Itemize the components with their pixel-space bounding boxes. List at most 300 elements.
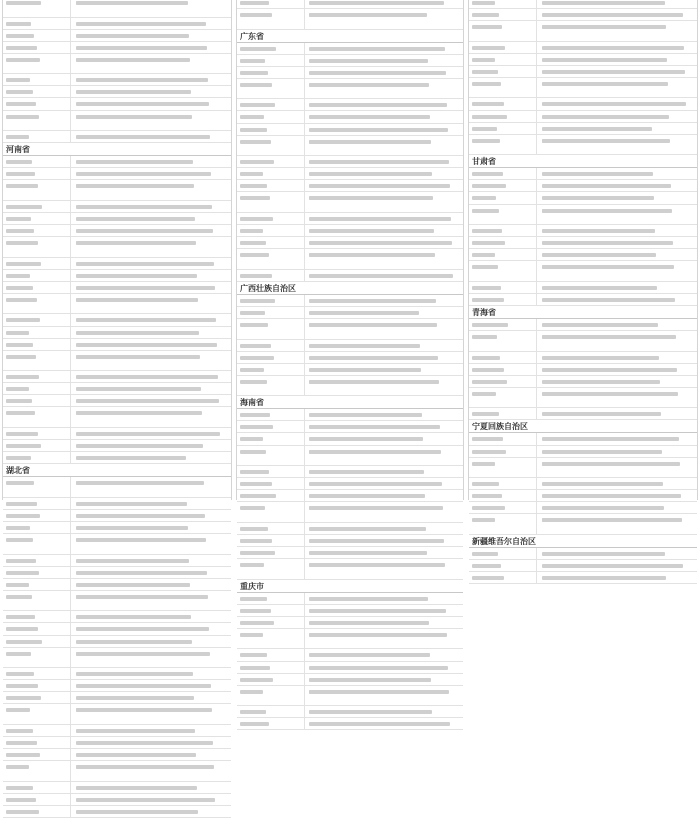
- name-cell: [237, 319, 305, 339]
- list-row: [469, 98, 697, 110]
- list-row: [237, 502, 463, 523]
- document-column-middle: [236, 0, 464, 591]
- section-header: [469, 535, 697, 548]
- name-text-placeholder: [6, 729, 33, 733]
- description-text-placeholder: [309, 494, 425, 498]
- name-cell: [3, 258, 71, 269]
- name-cell: [237, 718, 305, 729]
- name-cell: [237, 307, 305, 318]
- name-cell: [237, 295, 305, 306]
- list-row: [3, 761, 231, 782]
- name-cell: [237, 67, 305, 78]
- name-text-placeholder: [472, 564, 501, 568]
- list-row: [3, 282, 231, 294]
- name-text-placeholder: [240, 115, 264, 119]
- name-cell: [469, 502, 537, 513]
- description-text-placeholder: [76, 502, 187, 506]
- list-row: [237, 617, 463, 629]
- name-text-placeholder: [240, 437, 263, 441]
- name-cell: [469, 560, 537, 571]
- name-text-placeholder: [472, 482, 499, 486]
- name-text-placeholder: [6, 375, 39, 379]
- list-row: [3, 477, 231, 498]
- name-text-placeholder: [472, 1, 495, 5]
- name-text-placeholder: [6, 343, 33, 347]
- name-text-placeholder: [472, 392, 496, 396]
- description-text-placeholder: [542, 253, 656, 257]
- description-text-placeholder: [309, 539, 444, 543]
- description-text-placeholder: [309, 71, 446, 75]
- description-text-placeholder: [309, 425, 440, 429]
- list-row: [469, 433, 697, 445]
- description-text-placeholder: [76, 652, 114, 656]
- name-text-placeholder: [472, 298, 504, 302]
- name-cell: [237, 124, 305, 135]
- description-text-placeholder: [542, 127, 652, 131]
- description-text-placeholder: [309, 1, 444, 5]
- list-row: [3, 270, 231, 282]
- name-text-placeholder: [240, 690, 263, 694]
- description-text-placeholder: [542, 1, 665, 5]
- description-text-placeholder: [76, 160, 193, 164]
- name-text-placeholder: [472, 46, 505, 50]
- list-row: [469, 376, 697, 388]
- name-text-placeholder: [472, 265, 498, 269]
- name-text-placeholder: [472, 25, 502, 29]
- description-text-placeholder: [542, 356, 659, 360]
- description-text-placeholder: [309, 722, 450, 726]
- description-text-placeholder: [309, 47, 445, 51]
- description-text-placeholder: [76, 58, 102, 62]
- name-text-placeholder: [240, 539, 272, 543]
- name-cell: [469, 490, 537, 501]
- name-cell: [469, 548, 537, 559]
- name-text-placeholder: [6, 229, 34, 233]
- description-text-placeholder: [76, 298, 107, 302]
- list-row: [237, 421, 463, 433]
- description-text-placeholder: [542, 412, 661, 416]
- name-cell: [237, 168, 305, 179]
- list-row: [3, 213, 231, 225]
- name-text-placeholder: [6, 90, 33, 94]
- name-text-placeholder: [472, 196, 496, 200]
- description-text-placeholder: [309, 690, 351, 694]
- name-cell: [237, 502, 305, 522]
- list-row: [3, 98, 231, 110]
- name-cell: [3, 339, 71, 350]
- name-text-placeholder: [240, 217, 273, 221]
- name-cell: [3, 623, 71, 634]
- name-cell: [3, 567, 71, 578]
- name-cell: [3, 749, 71, 760]
- description-text-placeholder: [542, 58, 667, 62]
- list-row: [469, 66, 697, 78]
- description-text-placeholder: [76, 375, 218, 379]
- name-text-placeholder: [240, 311, 265, 315]
- name-text-placeholder: [6, 640, 42, 644]
- name-cell: [237, 79, 305, 99]
- list-row: [3, 30, 231, 42]
- name-text-placeholder: [240, 128, 267, 132]
- description-text-placeholder: [76, 765, 117, 769]
- description-text-placeholder: [76, 205, 212, 209]
- list-row: [3, 794, 231, 806]
- name-text-placeholder: [472, 506, 505, 510]
- name-text-placeholder: [472, 437, 503, 441]
- name-text-placeholder: [240, 184, 267, 188]
- name-cell: [469, 192, 537, 203]
- list-row: [237, 593, 463, 605]
- list-row: [469, 78, 697, 99]
- name-cell: [237, 547, 305, 558]
- list-row: [3, 452, 231, 464]
- list-row: [469, 42, 697, 54]
- list-row: [3, 339, 231, 351]
- section-header: [469, 420, 697, 433]
- name-cell: [469, 433, 537, 444]
- list-row: [237, 662, 463, 674]
- name-cell: [237, 99, 305, 110]
- description-text-placeholder: [542, 209, 578, 213]
- description-text-placeholder: [76, 102, 209, 106]
- name-text-placeholder: [240, 1, 269, 5]
- description-text-placeholder: [542, 115, 669, 119]
- description-text-placeholder: [76, 78, 208, 82]
- name-cell: [469, 123, 537, 134]
- list-row: [3, 782, 231, 794]
- description-text-placeholder: [309, 217, 451, 221]
- section-header: [469, 306, 697, 319]
- description-text-placeholder: [76, 583, 190, 587]
- list-row: [237, 0, 463, 9]
- list-row: [469, 180, 697, 192]
- name-cell: [3, 383, 71, 394]
- name-cell: [237, 674, 305, 685]
- name-cell: [3, 579, 71, 590]
- description-text-placeholder: [76, 343, 217, 347]
- name-cell: [469, 225, 537, 236]
- name-text-placeholder: [240, 47, 276, 51]
- description-text-placeholder: [542, 139, 577, 143]
- description-text-placeholder: [76, 217, 195, 221]
- description-text-placeholder: [76, 810, 198, 814]
- list-row: [469, 502, 697, 514]
- name-text-placeholder: [6, 615, 35, 619]
- list-row: [469, 388, 697, 409]
- description-text-placeholder: [76, 432, 220, 436]
- name-text-placeholder: [6, 262, 41, 266]
- list-row: [3, 111, 231, 132]
- description-text-placeholder: [542, 286, 657, 290]
- list-row: [237, 352, 463, 364]
- list-row: [3, 314, 231, 326]
- name-cell: [469, 408, 537, 419]
- name-cell: [3, 18, 71, 29]
- name-cell: [3, 611, 71, 622]
- name-cell: [237, 446, 305, 466]
- description-text-placeholder: [309, 172, 432, 176]
- name-text-placeholder: [472, 368, 504, 372]
- description-text-placeholder: [309, 506, 347, 510]
- description-text-placeholder: [542, 576, 666, 580]
- name-cell: [3, 111, 71, 131]
- description-text-placeholder: [76, 729, 195, 733]
- name-cell: [469, 376, 537, 387]
- name-text-placeholder: [240, 172, 263, 176]
- description-text-placeholder: [76, 538, 112, 542]
- name-text-placeholder: [240, 299, 275, 303]
- name-cell: [3, 270, 71, 281]
- name-cell: [469, 98, 537, 109]
- section-header: [237, 580, 463, 593]
- name-cell: [237, 213, 305, 224]
- list-row: [3, 225, 231, 237]
- name-text-placeholder: [240, 140, 271, 144]
- list-row: [469, 168, 697, 180]
- name-text-placeholder: [6, 318, 40, 322]
- list-row: [469, 9, 697, 21]
- description-text-placeholder: [76, 640, 192, 644]
- column-middle-rows: [237, 0, 463, 730]
- name-text-placeholder: [472, 102, 504, 106]
- name-cell: [469, 282, 537, 293]
- name-text-placeholder: [472, 494, 502, 498]
- description-text-placeholder: [542, 184, 671, 188]
- name-text-placeholder: [6, 387, 29, 391]
- name-text-placeholder: [6, 708, 30, 712]
- list-row: [469, 225, 697, 237]
- name-cell: [469, 111, 537, 122]
- name-cell: [3, 668, 71, 679]
- description-text-placeholder: [76, 318, 216, 322]
- description-text-placeholder: [76, 399, 219, 403]
- name-cell: [469, 205, 537, 225]
- list-row: [469, 514, 697, 535]
- name-cell: [469, 0, 537, 8]
- name-text-placeholder: [240, 229, 263, 233]
- name-text-placeholder: [6, 34, 34, 38]
- list-row: [469, 478, 697, 490]
- list-row: [237, 490, 463, 502]
- list-row: [469, 135, 697, 156]
- name-cell: [3, 806, 71, 817]
- name-text-placeholder: [6, 798, 36, 802]
- name-cell: [469, 135, 537, 155]
- name-text-placeholder: [6, 274, 30, 278]
- description-text-placeholder: [542, 518, 584, 522]
- description-text-placeholder: [542, 437, 679, 441]
- list-row: [469, 408, 697, 420]
- name-text-placeholder: [6, 22, 31, 26]
- name-text-placeholder: [240, 344, 271, 348]
- list-row: [237, 559, 463, 580]
- name-text-placeholder: [6, 46, 37, 50]
- list-row: [3, 522, 231, 534]
- name-cell: [237, 593, 305, 604]
- name-cell: [3, 371, 71, 382]
- description-text-placeholder: [309, 184, 450, 188]
- description-text-placeholder: [542, 229, 655, 233]
- name-text-placeholder: [6, 514, 40, 518]
- description-text-placeholder: [309, 678, 431, 682]
- list-row: [237, 111, 463, 123]
- section-title: 重庆市: [240, 581, 264, 591]
- name-cell: [469, 237, 537, 248]
- name-text-placeholder: [6, 526, 30, 530]
- name-cell: [237, 523, 305, 534]
- name-text-placeholder: [6, 411, 35, 415]
- name-cell: [237, 192, 305, 212]
- column-right-rows: [469, 0, 697, 584]
- name-cell: [3, 725, 71, 736]
- description-text-placeholder: [76, 559, 189, 563]
- description-text-placeholder: [76, 526, 188, 530]
- list-row: [469, 458, 697, 479]
- name-cell: [237, 237, 305, 248]
- name-text-placeholder: [6, 115, 39, 119]
- name-text-placeholder: [6, 241, 38, 245]
- description-text-placeholder: [309, 344, 420, 348]
- name-text-placeholder: [6, 58, 40, 62]
- list-row: [3, 180, 231, 201]
- name-text-placeholder: [6, 481, 34, 485]
- description-text-placeholder: [309, 299, 436, 303]
- description-text-placeholder: [309, 356, 438, 360]
- name-text-placeholder: [472, 412, 499, 416]
- name-text-placeholder: [240, 482, 272, 486]
- section-header: [3, 143, 231, 156]
- list-row: [469, 572, 697, 584]
- name-text-placeholder: [6, 355, 36, 359]
- name-text-placeholder: [6, 696, 41, 700]
- name-cell: [469, 78, 537, 98]
- list-row: [237, 686, 463, 707]
- description-text-placeholder: [542, 46, 684, 50]
- list-row: [237, 376, 463, 397]
- section-title: 宁夏回族自治区: [472, 422, 528, 432]
- name-cell: [3, 452, 71, 463]
- name-cell: [469, 168, 537, 179]
- name-cell: [3, 555, 71, 566]
- description-text-placeholder: [76, 172, 211, 176]
- name-text-placeholder: [240, 633, 263, 637]
- description-text-placeholder: [309, 274, 453, 278]
- list-row: [3, 294, 231, 315]
- description-text-placeholder: [542, 450, 662, 454]
- name-cell: [237, 43, 305, 54]
- list-row: [237, 433, 463, 445]
- name-cell: [3, 225, 71, 236]
- description-text-placeholder: [542, 506, 664, 510]
- document-column-left: [2, 0, 232, 500]
- name-cell: [237, 466, 305, 477]
- description-text-placeholder: [309, 229, 434, 233]
- list-row: [237, 307, 463, 319]
- name-text-placeholder: [240, 494, 276, 498]
- list-row: [3, 636, 231, 648]
- name-cell: [3, 510, 71, 521]
- name-text-placeholder: [240, 470, 269, 474]
- list-row: [3, 623, 231, 635]
- name-text-placeholder: [240, 425, 273, 429]
- list-row: [237, 237, 463, 249]
- name-cell: [469, 66, 537, 77]
- name-cell: [237, 605, 305, 616]
- name-cell: [469, 364, 537, 375]
- list-row: [3, 668, 231, 680]
- name-cell: [237, 180, 305, 191]
- list-row: [469, 21, 697, 42]
- list-row: [469, 331, 697, 352]
- name-text-placeholder: [240, 609, 271, 613]
- description-text-placeholder: [309, 470, 424, 474]
- name-cell: [3, 794, 71, 805]
- section-title: 甘肃省: [472, 157, 496, 167]
- list-row: [237, 295, 463, 307]
- description-text-placeholder: [76, 115, 104, 119]
- description-text-placeholder: [76, 753, 196, 757]
- name-text-placeholder: [240, 380, 267, 384]
- list-row: [3, 555, 231, 567]
- section-title: 青海省: [472, 308, 496, 317]
- list-row: [3, 440, 231, 452]
- description-text-placeholder: [309, 563, 349, 567]
- description-text-placeholder: [309, 450, 346, 454]
- document-column-right: [468, 0, 698, 546]
- list-row: [237, 136, 463, 157]
- name-text-placeholder: [6, 571, 39, 575]
- name-cell: [469, 21, 537, 41]
- section-header: [3, 464, 231, 477]
- name-cell: [3, 180, 71, 200]
- name-text-placeholder: [6, 184, 38, 188]
- description-text-placeholder: [542, 265, 579, 269]
- name-cell: [3, 591, 71, 611]
- description-text-placeholder: [76, 241, 106, 245]
- list-row: [3, 428, 231, 440]
- description-text-placeholder: [542, 298, 675, 302]
- name-cell: [3, 737, 71, 748]
- section-title: 新疆维吾尔自治区: [472, 536, 536, 546]
- name-cell: [469, 294, 537, 305]
- list-row: [237, 192, 463, 213]
- description-text-placeholder: [309, 311, 419, 315]
- name-text-placeholder: [472, 335, 497, 339]
- list-row: [237, 249, 463, 270]
- list-row: [3, 534, 231, 555]
- name-text-placeholder: [6, 559, 36, 563]
- name-text-placeholder: [6, 595, 32, 599]
- name-text-placeholder: [472, 518, 495, 522]
- name-cell: [3, 0, 71, 17]
- list-row: [237, 180, 463, 192]
- name-cell: [3, 534, 71, 554]
- description-text-placeholder: [76, 481, 111, 485]
- name-cell: [3, 131, 71, 142]
- name-cell: [469, 9, 537, 20]
- name-text-placeholder: [6, 502, 37, 506]
- name-cell: [469, 572, 537, 583]
- name-cell: [3, 156, 71, 167]
- name-cell: [469, 180, 537, 191]
- description-text-placeholder: [76, 184, 105, 188]
- list-row: [3, 704, 231, 725]
- name-cell: [3, 761, 71, 781]
- name-cell: [237, 617, 305, 628]
- description-text-placeholder: [309, 323, 344, 327]
- name-cell: [3, 522, 71, 533]
- description-text-placeholder: [76, 741, 213, 745]
